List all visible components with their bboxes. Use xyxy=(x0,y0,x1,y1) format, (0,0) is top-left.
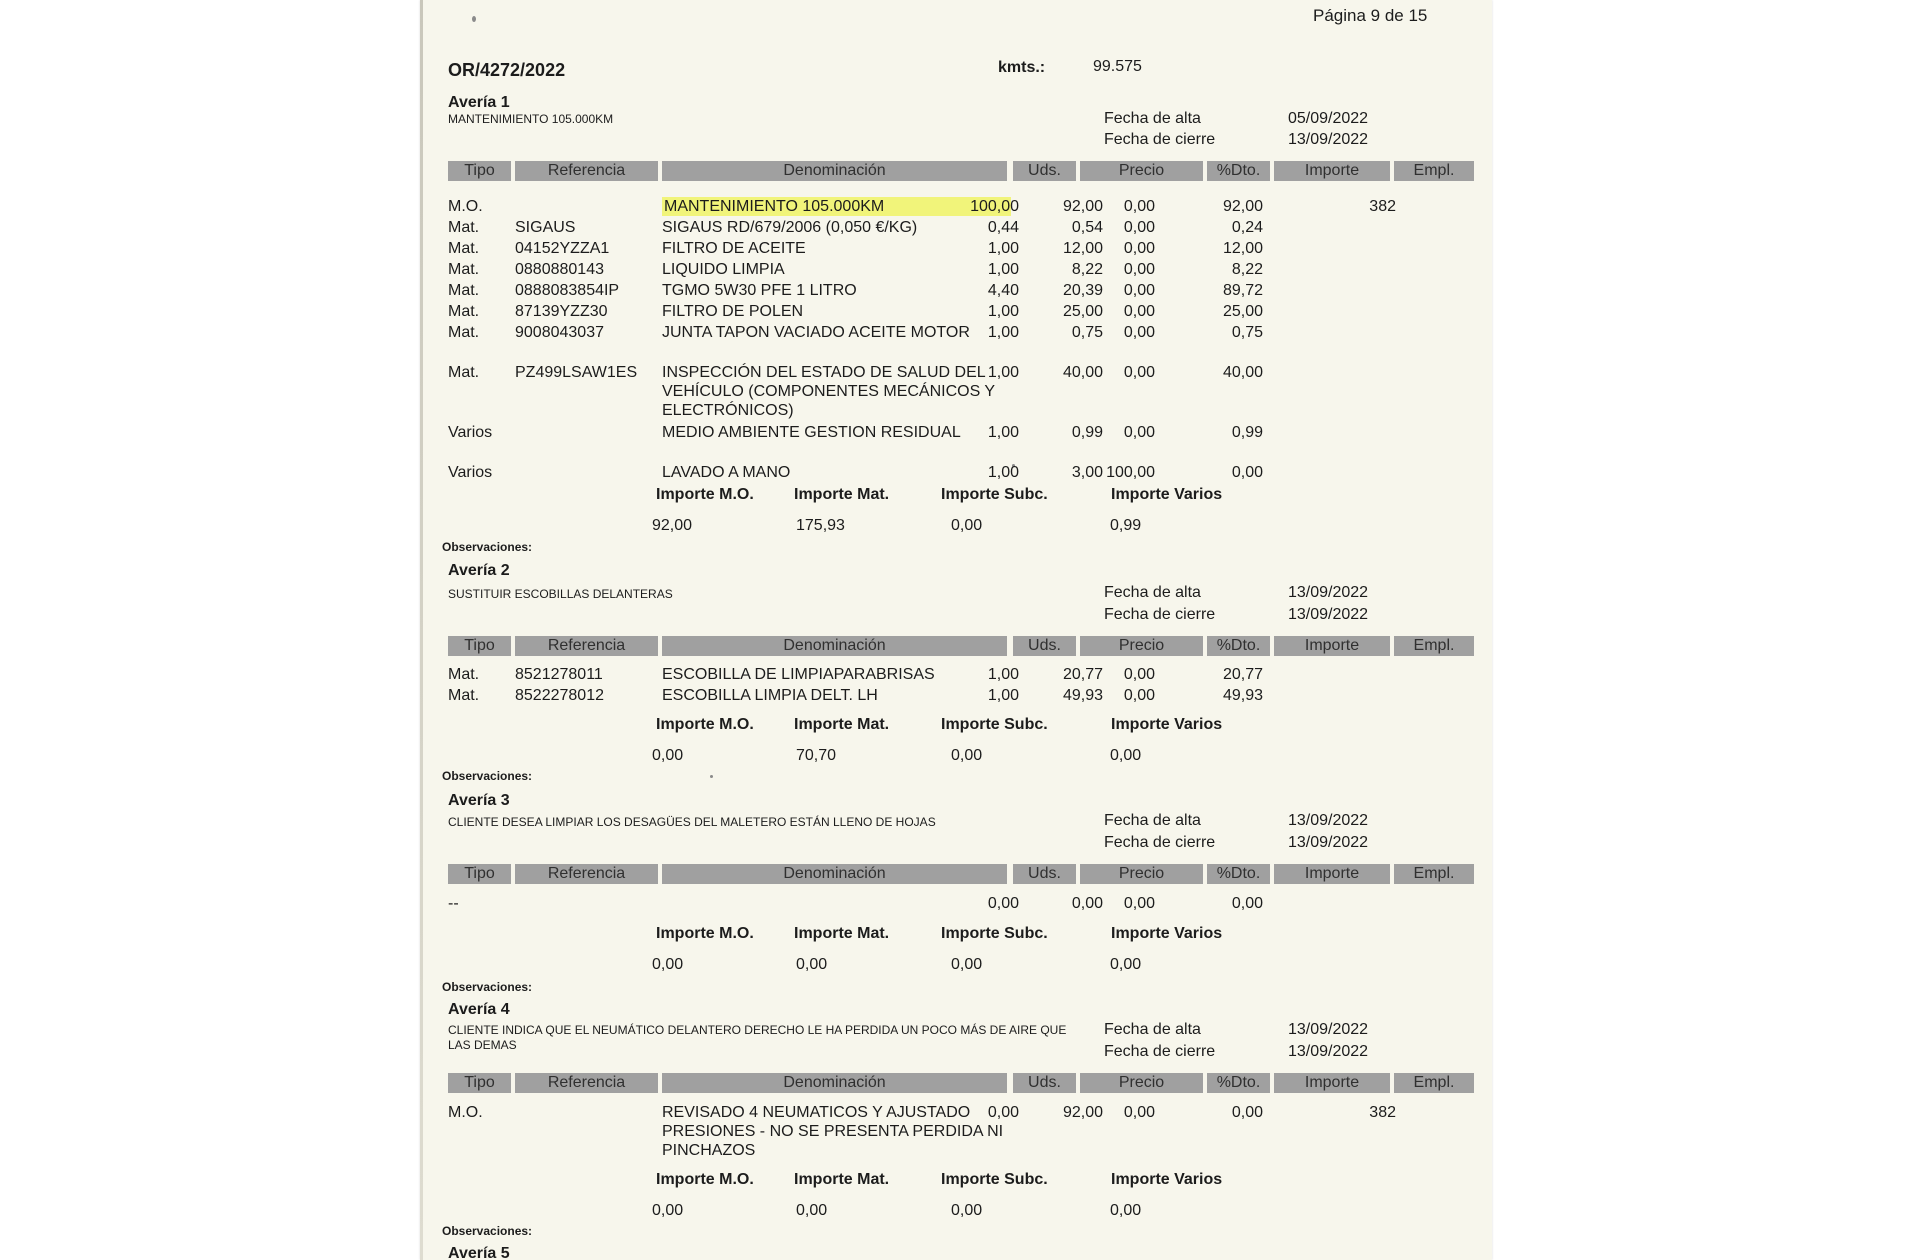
page-number: Página 9 de 15 xyxy=(1313,6,1428,25)
col-header-importe: Importe xyxy=(1274,161,1390,181)
col-header-dto: %Dto. xyxy=(1207,161,1270,181)
total-value-mat: 0,00 xyxy=(796,1202,828,1219)
total-value-mo: 0,00 xyxy=(652,956,684,973)
cell-dto: 100,00 xyxy=(1106,464,1155,481)
cell-tipo: M.O. xyxy=(448,1104,483,1121)
fecha-alta-value: 13/09/2022 xyxy=(1288,812,1369,829)
total-value-varios: 0,00 xyxy=(1110,956,1142,973)
col-header-denominacion: Denominación xyxy=(662,161,1007,181)
total-value-subc: 0,00 xyxy=(951,747,983,764)
col-header-empl: Empl. xyxy=(1394,1073,1474,1093)
averia-title: Avería 4 xyxy=(448,1001,510,1018)
col-header-uds: Uds. xyxy=(1013,161,1076,181)
cell-precio: 8,22 xyxy=(1071,261,1103,278)
cell-ref: 87139YZZ30 xyxy=(515,303,608,320)
cell-dto: 0,00 xyxy=(1123,282,1155,299)
cell-tipo: Mat. xyxy=(448,687,480,704)
cell-uds: 0,44 xyxy=(987,219,1019,236)
total-label-varios: Importe Varios xyxy=(1111,925,1223,942)
cell-uds: 1,00 xyxy=(987,687,1019,704)
fecha-alta-label: Fecha de alta xyxy=(1104,1021,1201,1038)
col-header-referencia: Referencia xyxy=(515,864,658,884)
cell-dto: 0,00 xyxy=(1123,687,1155,704)
total-value-mo: 92,00 xyxy=(652,517,693,534)
table-header xyxy=(448,161,1454,181)
cell-dto: 0,00 xyxy=(1123,895,1155,912)
cell-uds: 0,00 xyxy=(987,1104,1019,1121)
cell-den: ESCOBILLA DE LIMPIAPARABRISAS xyxy=(662,666,935,683)
col-header-importe: Importe xyxy=(1274,1073,1390,1093)
cell-importe: 89,72 xyxy=(1222,282,1263,299)
cell-dto: 0,00 xyxy=(1123,364,1155,381)
cell-tipo: Varios xyxy=(448,424,493,441)
order-number: OR/4272/2022 xyxy=(448,60,566,80)
col-header-importe: Importe xyxy=(1274,636,1390,656)
cell-tipo: Mat. xyxy=(448,666,480,683)
col-header-referencia: Referencia xyxy=(515,161,658,181)
col-header-precio: Precio xyxy=(1080,636,1203,656)
cell-importe: 12,00 xyxy=(1222,240,1263,257)
fecha-cierre-value: 13/09/2022 xyxy=(1288,131,1369,148)
cell-precio: 20,39 xyxy=(1062,282,1103,299)
cell-dto: 0,00 xyxy=(1123,1104,1155,1121)
cell-tipo: M.O. xyxy=(448,198,483,215)
total-value-mo: 0,00 xyxy=(652,747,684,764)
averia-title: Avería 3 xyxy=(448,792,510,809)
averia-description: SUSTITUIR ESCOBILLAS DELANTERAS xyxy=(448,587,673,601)
cell-importe: 40,00 xyxy=(1222,364,1263,381)
fecha-alta-label: Fecha de alta xyxy=(1104,584,1201,601)
col-header-dto: %Dto. xyxy=(1207,636,1270,656)
averia-title: Avería 2 xyxy=(448,562,510,579)
col-header-denominacion: Denominación xyxy=(662,636,1007,656)
cell-importe: 92,00 xyxy=(1222,198,1263,215)
total-label-mo: Importe M.O. xyxy=(656,486,754,503)
cell-precio: 92,00 xyxy=(1062,198,1103,215)
total-label-mat: Importe Mat. xyxy=(794,925,890,942)
cell-precio: 25,00 xyxy=(1062,303,1103,320)
cell-tipo: -- xyxy=(448,895,459,912)
cell-dto: 0,00 xyxy=(1123,240,1155,257)
averia-description: CLIENTE INDICA QUE EL NEUMÁTICO DELANTERO DERECHO LE HA PERDIDA UN POCO MÁS DE AIRE QUE LAS DEMAS xyxy=(448,1023,1067,1052)
fecha-alta-label: Fecha de alta xyxy=(1104,110,1201,127)
col-header-denominacion: Denominación xyxy=(662,1073,1007,1093)
col-header-empl: Empl. xyxy=(1394,636,1474,656)
cell-ref: 0880880143 xyxy=(515,261,604,278)
col-header-dto: %Dto. xyxy=(1207,864,1270,884)
cell-ref: SIGAUS xyxy=(515,219,576,236)
total-value-varios: 0,99 xyxy=(1110,517,1142,534)
fecha-cierre-label: Fecha de cierre xyxy=(1104,131,1216,148)
col-header-uds: Uds. xyxy=(1013,636,1076,656)
cell-dto: 0,00 xyxy=(1123,666,1155,683)
cell-dto: 0,00 xyxy=(1123,303,1155,320)
cell-precio: 0,00 xyxy=(1071,895,1103,912)
total-value-varios: 0,00 xyxy=(1110,1202,1142,1219)
cell-den: TGMO 5W30 PFE 1 LITRO xyxy=(662,282,857,299)
cell-importe: 0,75 xyxy=(1231,324,1263,341)
total-value-mat: 175,93 xyxy=(796,517,845,534)
cell-uds: 100,00 xyxy=(970,198,1019,215)
cell-precio: 40,00 xyxy=(1062,364,1103,381)
total-label-mat: Importe Mat. xyxy=(794,1171,890,1188)
invoice-page xyxy=(420,0,1492,1260)
cell-precio: 49,93 xyxy=(1062,687,1103,704)
cell-uds: 1,00 xyxy=(987,464,1019,481)
cell-precio: 3,00 xyxy=(1071,464,1103,481)
observaciones-label: Observaciones: xyxy=(442,980,533,994)
cell-uds: 1,00 xyxy=(987,424,1019,441)
cell-tipo: Mat. xyxy=(448,324,480,341)
cell-importe: 0,00 xyxy=(1231,895,1263,912)
total-value-varios: 0,00 xyxy=(1110,747,1142,764)
cell-den: MEDIO AMBIENTE GESTION RESIDUAL xyxy=(662,424,961,441)
col-header-uds: Uds. xyxy=(1013,864,1076,884)
cell-ref: 8521278011 xyxy=(515,666,603,683)
col-header-precio: Precio xyxy=(1080,1073,1203,1093)
table-header xyxy=(448,864,1454,884)
col-header-uds: Uds. xyxy=(1013,1073,1076,1093)
fecha-cierre-label: Fecha de cierre xyxy=(1104,606,1216,623)
cell-importe: 0,00 xyxy=(1231,1104,1263,1121)
cell-importe: 0,24 xyxy=(1231,219,1263,236)
total-label-mat: Importe Mat. xyxy=(794,486,890,503)
cell-dto: 0,00 xyxy=(1123,424,1155,441)
cell-uds: 1,00 xyxy=(987,324,1019,341)
cell-den: INSPECCIÓN DEL ESTADO DE SALUD DEL VEHÍCULO (COMPONENTES MECÁNICOS Y ELECTRÓNICOS) xyxy=(662,364,995,419)
cell-uds: 4,40 xyxy=(987,282,1019,299)
col-header-empl: Empl. xyxy=(1394,864,1474,884)
cell-den: LIQUIDO LIMPIA xyxy=(662,261,785,278)
fecha-cierre-label: Fecha de cierre xyxy=(1104,1043,1216,1060)
cell-ref: PZ499LSAW1ES xyxy=(515,364,638,381)
fecha-alta-label: Fecha de alta xyxy=(1104,812,1201,829)
fecha-cierre-value: 13/09/2022 xyxy=(1288,606,1369,623)
cell-precio: 92,00 xyxy=(1062,1104,1103,1121)
cell-uds: 1,00 xyxy=(987,261,1019,278)
cell-den: FILTRO DE POLEN xyxy=(662,303,804,320)
total-label-mo: Importe M.O. xyxy=(656,1171,754,1188)
cell-uds: 0,00 xyxy=(987,895,1019,912)
cell-empl: 382 xyxy=(1369,198,1396,215)
cell-tipo: Mat. xyxy=(448,261,480,278)
fecha-alta-value: 13/09/2022 xyxy=(1288,584,1369,601)
fecha-alta-value: 13/09/2022 xyxy=(1288,1021,1369,1038)
cell-den: MANTENIMIENTO 105.000KM xyxy=(662,197,1011,216)
averia-title: Avería 5 xyxy=(448,1245,510,1260)
cell-dto: 0,00 xyxy=(1123,198,1155,215)
col-header-referencia: Referencia xyxy=(515,1073,658,1093)
fecha-cierre-value: 13/09/2022 xyxy=(1288,1043,1369,1060)
col-header-precio: Precio xyxy=(1080,161,1203,181)
total-value-subc: 0,00 xyxy=(951,956,983,973)
kmts-value: 99.575 xyxy=(1093,58,1142,75)
cell-tipo: Mat. xyxy=(448,219,480,236)
cell-uds: 1,00 xyxy=(987,364,1019,381)
total-value-subc: 0,00 xyxy=(951,517,983,534)
col-header-referencia: Referencia xyxy=(515,636,658,656)
scan-speck xyxy=(472,16,476,22)
col-header-tipo: Tipo xyxy=(448,1073,511,1093)
cell-tipo: Mat. xyxy=(448,282,480,299)
cell-ref: 04152YZZA1 xyxy=(515,240,610,257)
cell-den: REVISADO 4 NEUMATICOS Y AJUSTADO PRESIONES - NO SE PRESENTA PERDIDA NI PINCHAZOS xyxy=(662,1104,1004,1159)
col-header-tipo: Tipo xyxy=(448,864,511,884)
cell-tipo: Varios xyxy=(448,464,493,481)
col-header-empl: Empl. xyxy=(1394,161,1474,181)
total-label-varios: Importe Varios xyxy=(1111,486,1223,503)
col-header-denominacion: Denominación xyxy=(662,864,1007,884)
total-label-subc: Importe Subc. xyxy=(941,486,1048,503)
cell-importe: 8,22 xyxy=(1231,261,1263,278)
cell-importe: 49,93 xyxy=(1222,687,1263,704)
total-label-mo: Importe M.O. xyxy=(656,925,754,942)
col-header-tipo: Tipo xyxy=(448,636,511,656)
cell-importe: 0,00 xyxy=(1231,464,1263,481)
total-label-subc: Importe Subc. xyxy=(941,716,1048,733)
fecha-alta-value: 05/09/2022 xyxy=(1288,110,1369,127)
cell-uds: 1,00 xyxy=(987,666,1019,683)
col-header-precio: Precio xyxy=(1080,864,1203,884)
cell-dto: 0,00 xyxy=(1123,219,1155,236)
total-label-varios: Importe Varios xyxy=(1111,1171,1223,1188)
cell-tipo: Mat. xyxy=(448,240,480,257)
cell-precio: 0,75 xyxy=(1071,324,1103,341)
cell-dto: 0,00 xyxy=(1123,261,1155,278)
cell-den: JUNTA TAPON VACIADO ACEITE MOTOR xyxy=(662,324,970,341)
fecha-cierre-value: 13/09/2022 xyxy=(1288,834,1369,851)
cell-precio: 0,54 xyxy=(1071,219,1103,236)
total-label-subc: Importe Subc. xyxy=(941,925,1048,942)
total-label-subc: Importe Subc. xyxy=(941,1171,1048,1188)
averia-title: Avería 1 xyxy=(448,94,510,111)
total-label-varios: Importe Varios xyxy=(1111,716,1223,733)
total-value-mo: 0,00 xyxy=(652,1202,684,1219)
kmts-label: kmts.: xyxy=(998,59,1046,76)
cell-den: ESCOBILLA LIMPIA DELT. LH xyxy=(662,687,878,704)
total-label-mat: Importe Mat. xyxy=(794,716,890,733)
averia-description: MANTENIMIENTO 105.000KM xyxy=(448,112,614,126)
table-header xyxy=(448,1073,1454,1093)
total-value-mat: 70,70 xyxy=(796,747,837,764)
col-header-dto: %Dto. xyxy=(1207,1073,1270,1093)
cell-tipo: Mat. xyxy=(448,303,480,320)
cell-ref: 9008043037 xyxy=(515,324,604,341)
averia-description: CLIENTE DESEA LIMPIAR LOS DESAGÜES DEL MALETERO ESTÁN LLENO DE HOJAS xyxy=(448,815,936,829)
cell-tipo: Mat. xyxy=(448,364,480,381)
cell-importe: 25,00 xyxy=(1222,303,1263,320)
cell-precio: 12,00 xyxy=(1062,240,1103,257)
observaciones-label: Observaciones: xyxy=(442,1224,533,1238)
cell-uds: 1,00 xyxy=(987,240,1019,257)
cell-ref: 0888083854IP xyxy=(515,282,620,299)
cell-importe: 20,77 xyxy=(1222,666,1263,683)
col-header-importe: Importe xyxy=(1274,864,1390,884)
cell-precio: 0,99 xyxy=(1071,424,1103,441)
cell-dto: 0,00 xyxy=(1123,324,1155,341)
cell-den: SIGAUS RD/679/2006 (0,050 €/KG) xyxy=(662,219,918,236)
scan-speck xyxy=(710,775,713,778)
cell-ref: 8522278012 xyxy=(515,687,604,704)
cell-precio: 20,77 xyxy=(1062,666,1103,683)
cell-den: FILTRO DE ACEITE xyxy=(662,240,806,257)
total-label-mo: Importe M.O. xyxy=(656,716,754,733)
table-header xyxy=(448,636,1454,656)
cell-uds: 1,00 xyxy=(987,303,1019,320)
total-value-subc: 0,00 xyxy=(951,1202,983,1219)
observaciones-label: Observaciones: xyxy=(442,769,533,783)
observaciones-label: Observaciones: xyxy=(442,540,533,554)
cell-den: LAVADO A MANO xyxy=(662,464,791,481)
cell-empl: 382 xyxy=(1369,1104,1396,1121)
col-header-tipo: Tipo xyxy=(448,161,511,181)
fecha-cierre-label: Fecha de cierre xyxy=(1104,834,1216,851)
total-value-mat: 0,00 xyxy=(796,956,828,973)
cell-importe: 0,99 xyxy=(1231,424,1263,441)
